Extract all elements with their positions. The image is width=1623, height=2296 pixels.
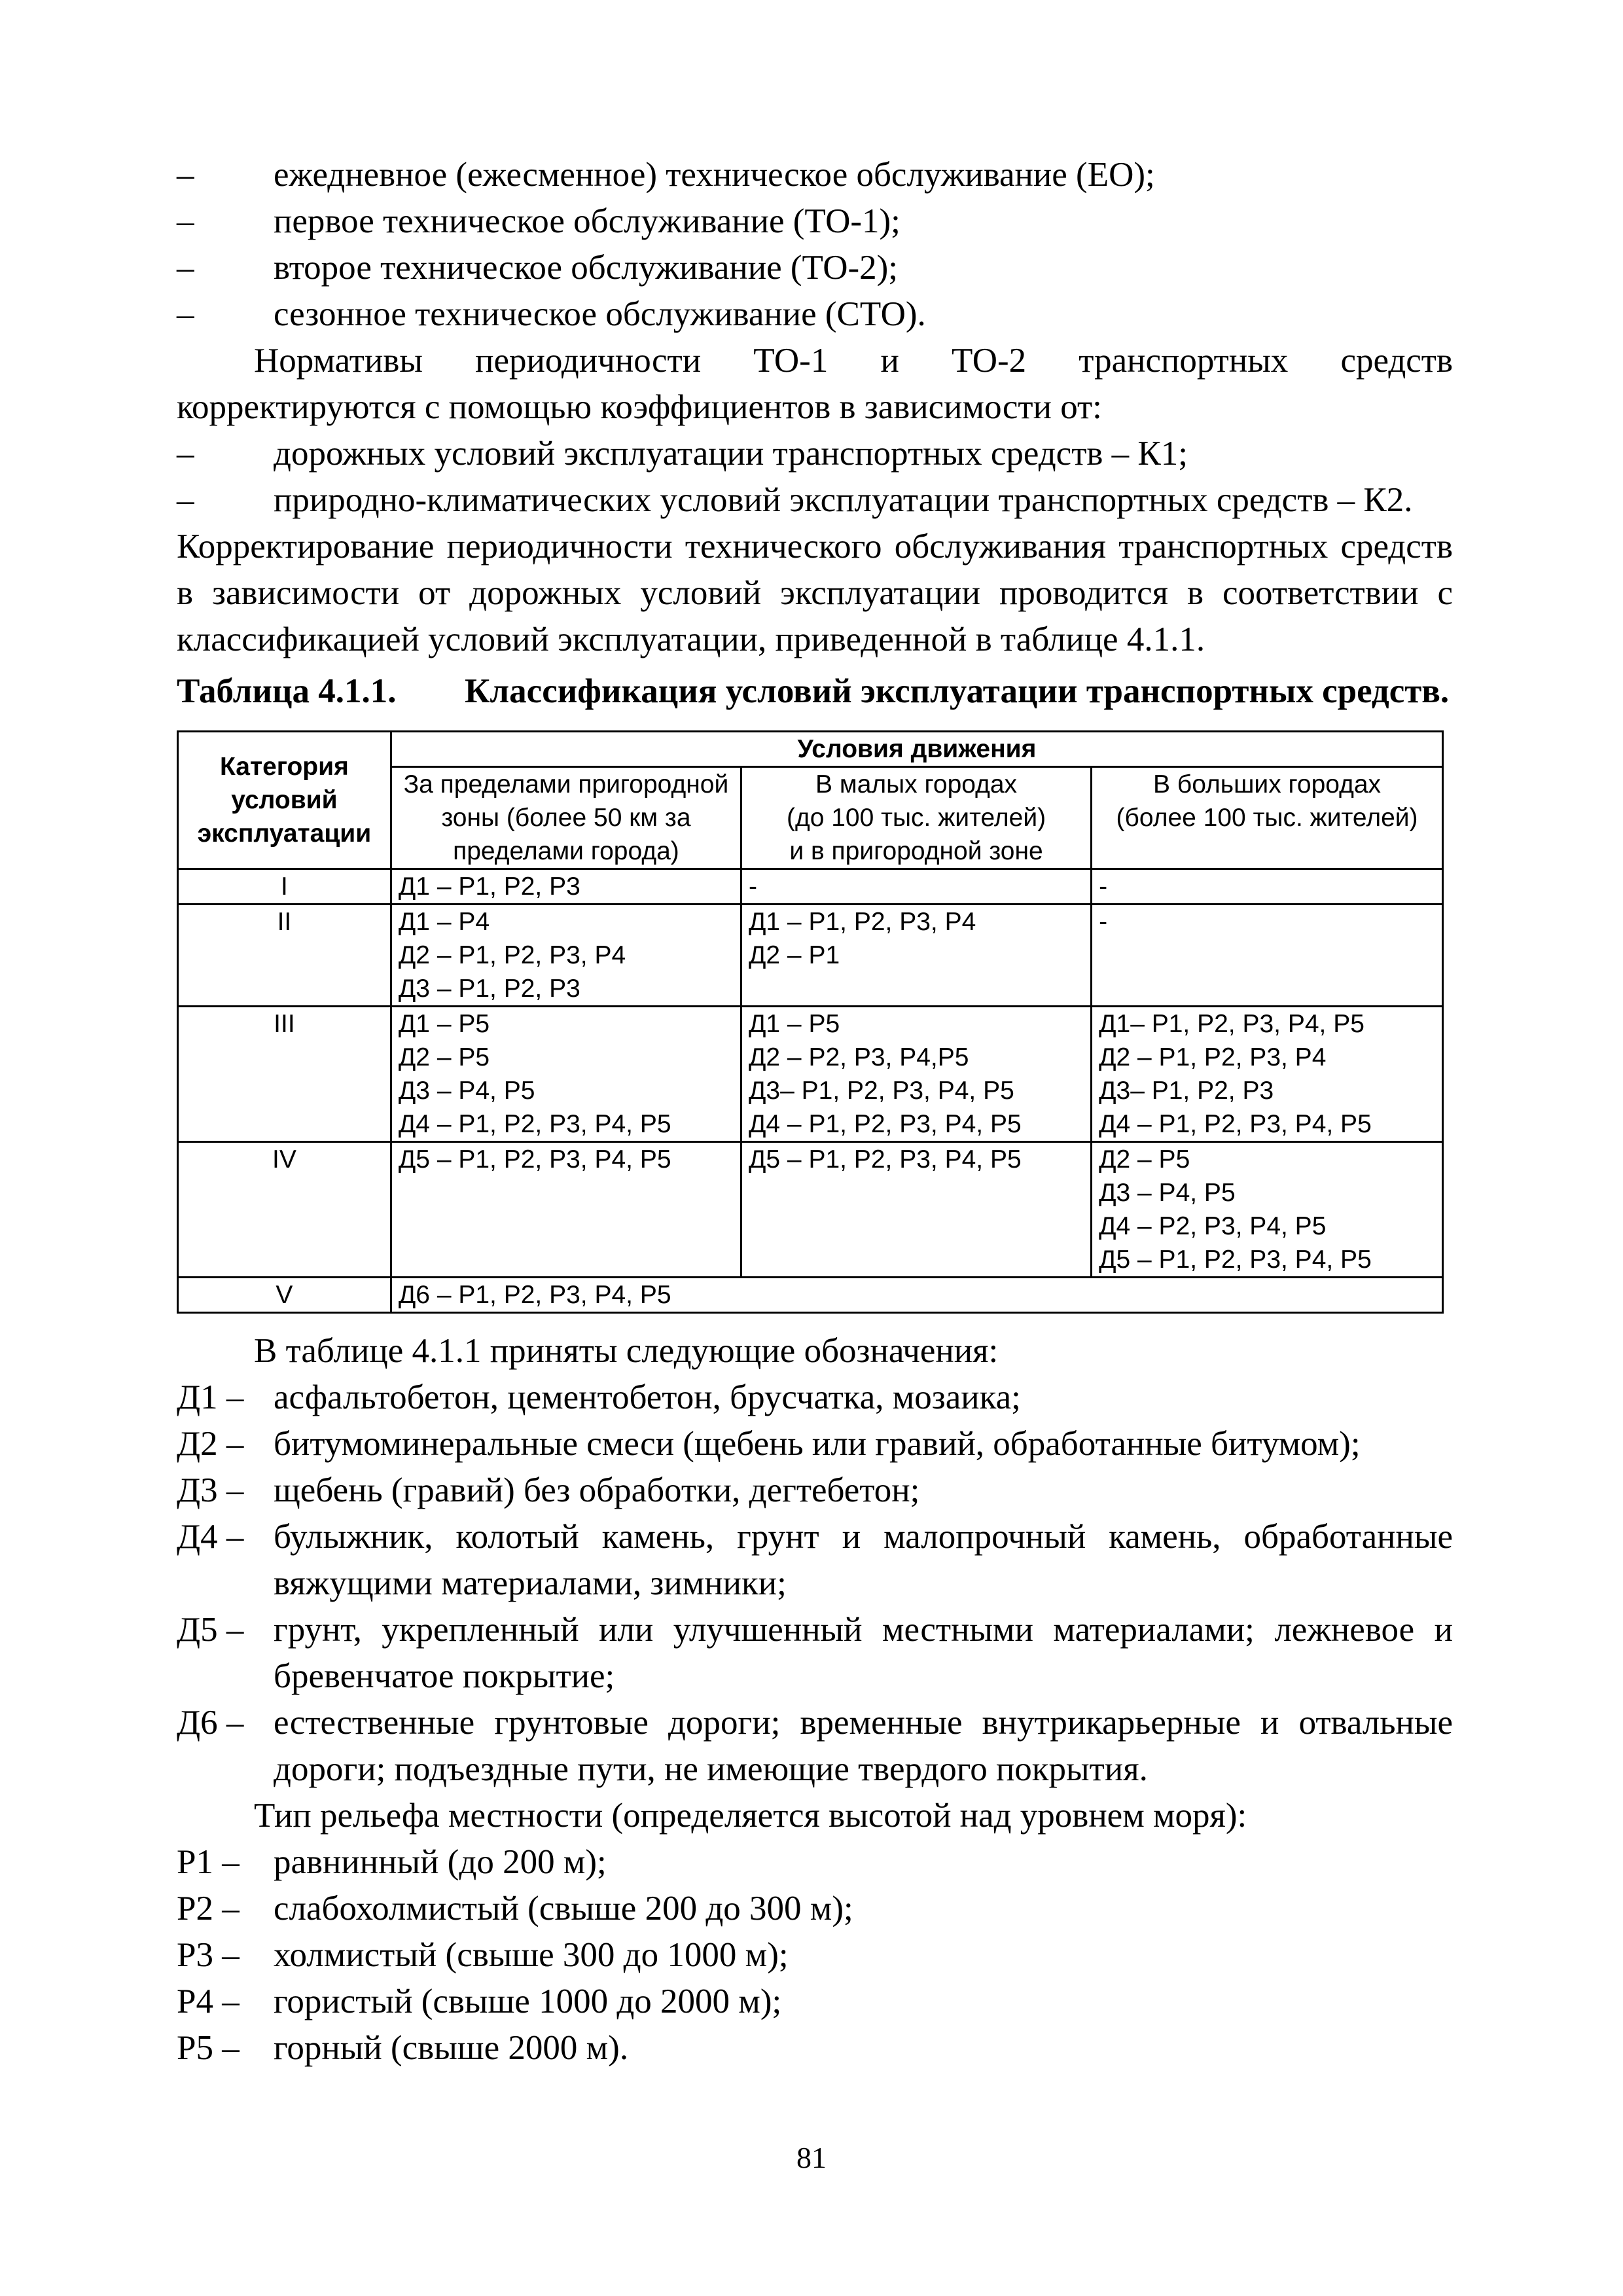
header-line: зоны (более 50 км за <box>441 804 691 832</box>
cell-line: Д2 – Р1, Р2, Р3, Р4 <box>398 941 626 969</box>
category-cell: I <box>178 869 391 905</box>
list-item <box>177 1374 1453 1421</box>
cell-line: Д4 – Р1, Р2, Р3, Р4, Р5 <box>398 1110 671 1138</box>
header-line: Категория <box>220 753 349 781</box>
paragraph-norms <box>177 338 1453 431</box>
list-label: Р1 – <box>177 1843 240 1881</box>
header-line: эксплуатации <box>197 819 372 848</box>
table-row <box>178 869 1443 905</box>
header-line: В больших городах <box>1153 770 1382 798</box>
factors-list <box>177 431 1453 524</box>
list-item-text: второе техническое обслуживание (ТО-2); <box>274 249 898 287</box>
column-header-small-towns <box>741 767 1091 869</box>
cell-line: Д1 – Р1, Р2, Р3, Р4 <box>748 908 976 936</box>
column-header-big-cities <box>1092 767 1443 869</box>
page-number: 81 <box>796 2141 827 2174</box>
list-item <box>177 1421 1453 1467</box>
cell-line: Д4 – Р1, Р2, Р3, Р4, Р5 <box>748 1110 1022 1138</box>
table-header-row <box>178 732 1443 767</box>
list-item-text: холмистый (свыше 300 до 1000 м); <box>274 1936 789 1974</box>
header-line: пределами города) <box>453 837 679 865</box>
cell-line: Д3– Р1, Р2, Р3, Р4, Р5 <box>748 1077 1014 1105</box>
cell-line: Д3 – Р4, Р5 <box>1099 1179 1236 1207</box>
table-cell <box>1092 1142 1443 1278</box>
column-header-suburban <box>391 767 741 869</box>
notation-intro: В таблице 4.1.1 приняты следующие обозначения: <box>254 1332 999 1370</box>
table-cell <box>391 1142 741 1278</box>
list-item-text: естественные грунтовые дороги; временные внутрикарьерные и отвальные дороги; подъездные пути, не имеющие твердого покрытия. <box>274 1704 1453 1788</box>
table-number: Таблица 4.1.1. <box>177 672 397 710</box>
table-title: Классификация условий эксплуатации транспортных средств. <box>465 672 1450 710</box>
list-item <box>177 198 1453 245</box>
road-types-list <box>177 1374 1453 1793</box>
cell-line: Д1– Р1, Р2, Р3, Р4, Р5 <box>1099 1010 1364 1038</box>
table-cell <box>391 869 741 905</box>
list-dash: – <box>177 435 194 473</box>
header-line: За пределами пригородной <box>403 770 729 798</box>
list-item <box>177 431 1453 477</box>
paragraph-line: корректируются с помощью коэффициентов в зависимости от: <box>177 388 1102 426</box>
list-item-text: асфальтобетон, цементобетон, брусчатка, мозаика; <box>274 1378 1021 1416</box>
table-cell <box>741 905 1091 1007</box>
cell-line: Д3 – Р1, Р2, Р3 <box>398 975 580 1003</box>
table-caption <box>177 668 1453 715</box>
list-label: Д4 – <box>177 1518 244 1556</box>
list-item <box>177 291 1453 338</box>
cell-line: Д1 – Р1, Р2, Р3 <box>398 872 580 901</box>
table-row <box>178 1142 1443 1278</box>
cell-line: Д5 – Р1, Р2, Р3, Р4, Р5 <box>748 1145 1022 1174</box>
list-item <box>177 1886 1453 1932</box>
cell-line: Д5 – Р1, Р2, Р3, Р4, Р5 <box>1099 1246 1372 1274</box>
list-item <box>177 1514 1453 1607</box>
relief-types-list <box>177 1839 1453 2072</box>
list-dash: – <box>177 249 194 287</box>
cell-line: - <box>1099 872 1108 901</box>
cell-line: Д4 – Р2, Р3, Р4, Р5 <box>1099 1212 1327 1240</box>
conditions-header: Условия движения <box>391 732 1442 767</box>
table-cell <box>1092 1007 1443 1142</box>
table-cell <box>741 869 1091 905</box>
list-item-text: первое техническое обслуживание (ТО-1); <box>274 202 901 240</box>
list-item-text: природно-климатических условий эксплуатации транспортных средств – К2. <box>274 481 1413 519</box>
category-header <box>178 732 391 869</box>
cell-line: Д2 – Р5 <box>398 1043 490 1071</box>
table-cell <box>391 1278 1442 1313</box>
list-item-text: сезонное техническое обслуживание (СТО). <box>274 295 926 333</box>
list-item <box>177 1979 1453 2025</box>
table-cell <box>391 1007 741 1142</box>
list-item-text: горный (свыше 2000 м). <box>274 2029 629 2067</box>
list-item-text: битумоминеральные смеси (щебень или гравий, обработанные битумом); <box>274 1425 1361 1463</box>
maintenance-types-list <box>177 152 1453 338</box>
category-cell: IV <box>178 1142 391 1278</box>
cell-line: Д4 – Р1, Р2, Р3, Р4, Р5 <box>1099 1110 1372 1138</box>
list-label: Д2 – <box>177 1425 244 1463</box>
cell-line: Д5 – Р1, Р2, Р3, Р4, Р5 <box>398 1145 671 1174</box>
cell-line: Д3– Р1, Р2, Р3 <box>1099 1077 1274 1105</box>
list-item <box>177 1839 1453 1886</box>
list-item-text: слабохолмистый (свыше 200 до 300 м); <box>274 1890 853 1928</box>
list-item-text: равнинный (до 200 м); <box>274 1843 607 1881</box>
header-line: условий <box>231 786 338 814</box>
cell-line: - <box>748 872 757 901</box>
list-label: Р5 – <box>177 2029 240 2067</box>
cell-line: Д2 – Р5 <box>1099 1145 1190 1174</box>
list-item <box>177 477 1453 524</box>
list-dash: – <box>177 202 194 240</box>
document-body <box>177 152 1453 2072</box>
list-label: Р4 – <box>177 1982 240 2020</box>
list-item <box>177 1467 1453 1514</box>
cell-line: - <box>1099 908 1108 936</box>
category-cell: III <box>178 1007 391 1142</box>
list-label: Д3 – <box>177 1471 244 1509</box>
category-cell: II <box>178 905 391 1007</box>
list-label: Р3 – <box>177 1936 240 1974</box>
list-label: Д5 – <box>177 1611 244 1649</box>
table-cell <box>391 905 741 1007</box>
list-item-text: булыжник, колотый камень, грунт и малопрочный камень, обработанные вяжущими материалами, зимники; <box>274 1518 1453 1602</box>
list-label: Д6 – <box>177 1704 244 1742</box>
cell-line: Д2 – Р2, Р3, Р4,Р5 <box>748 1043 969 1071</box>
cell-line: Д6 – Р1, Р2, Р3, Р4, Р5 <box>398 1281 671 1309</box>
list-dash: – <box>177 295 194 333</box>
header-line: (до 100 тыс. жителей) <box>786 804 1046 832</box>
list-item <box>177 245 1453 291</box>
table-row <box>178 1007 1443 1142</box>
list-item-text: дорожных условий эксплуатации транспортных средств – К1; <box>274 435 1188 473</box>
table-row <box>178 905 1443 1007</box>
table-cell <box>741 1142 1091 1278</box>
classification-table <box>177 730 1444 1314</box>
relief-intro: Тип рельефа местности (определяется высотой над уровнем моря): <box>254 1797 1247 1835</box>
paragraph-correction: Корректирование периодичности технического обслуживания транспортных средств в зависимости от дорожных условий эксплуатации проводится в соответствии с классификацией условий эксплуатации, приведенной в таблице 4.1.1. <box>177 528 1453 658</box>
cell-line: Д1 – Р4 <box>398 908 490 936</box>
table-row <box>178 1278 1443 1313</box>
cell-line: Д2 – Р1, Р2, Р3, Р4 <box>1099 1043 1327 1071</box>
list-item <box>177 152 1453 198</box>
list-item <box>177 1700 1453 1793</box>
paragraph-line: Нормативы периодичности ТО-1 и ТО-2 транспортных средств <box>254 342 1453 380</box>
table-cell <box>741 1007 1091 1142</box>
cell-line: Д1 – Р5 <box>398 1010 490 1038</box>
list-item <box>177 1607 1453 1700</box>
list-dash: – <box>177 481 194 519</box>
list-item-text: гористый (свыше 1000 до 2000 м); <box>274 1982 782 2020</box>
list-item-text: грунт, укрепленный или улучшенный местными материалами; лежневое и бревенчатое покрытие; <box>274 1611 1453 1695</box>
cell-line: Д2 – Р1 <box>748 941 840 969</box>
category-cell: V <box>178 1278 391 1313</box>
list-label: Д1 – <box>177 1378 244 1416</box>
cell-line: Д3 – Р4, Р5 <box>398 1077 535 1105</box>
table-cell <box>1092 905 1443 1007</box>
header-line: и в пригородной зоне <box>789 837 1043 865</box>
table-cell <box>1092 869 1443 905</box>
list-item-text: ежедневное (ежесменное) техническое обслуживание (ЕО); <box>274 156 1155 194</box>
list-dash: – <box>177 156 194 194</box>
list-item <box>177 1932 1453 1979</box>
cell-line: Д1 – Р5 <box>748 1010 840 1038</box>
header-line: В малых городах <box>815 770 1018 798</box>
list-item <box>177 2025 1453 2072</box>
header-line: (более 100 тыс. жителей) <box>1116 804 1418 832</box>
list-label: Р2 – <box>177 1890 240 1928</box>
list-item-text: щебень (гравий) без обработки, дегтебетон; <box>274 1471 920 1509</box>
